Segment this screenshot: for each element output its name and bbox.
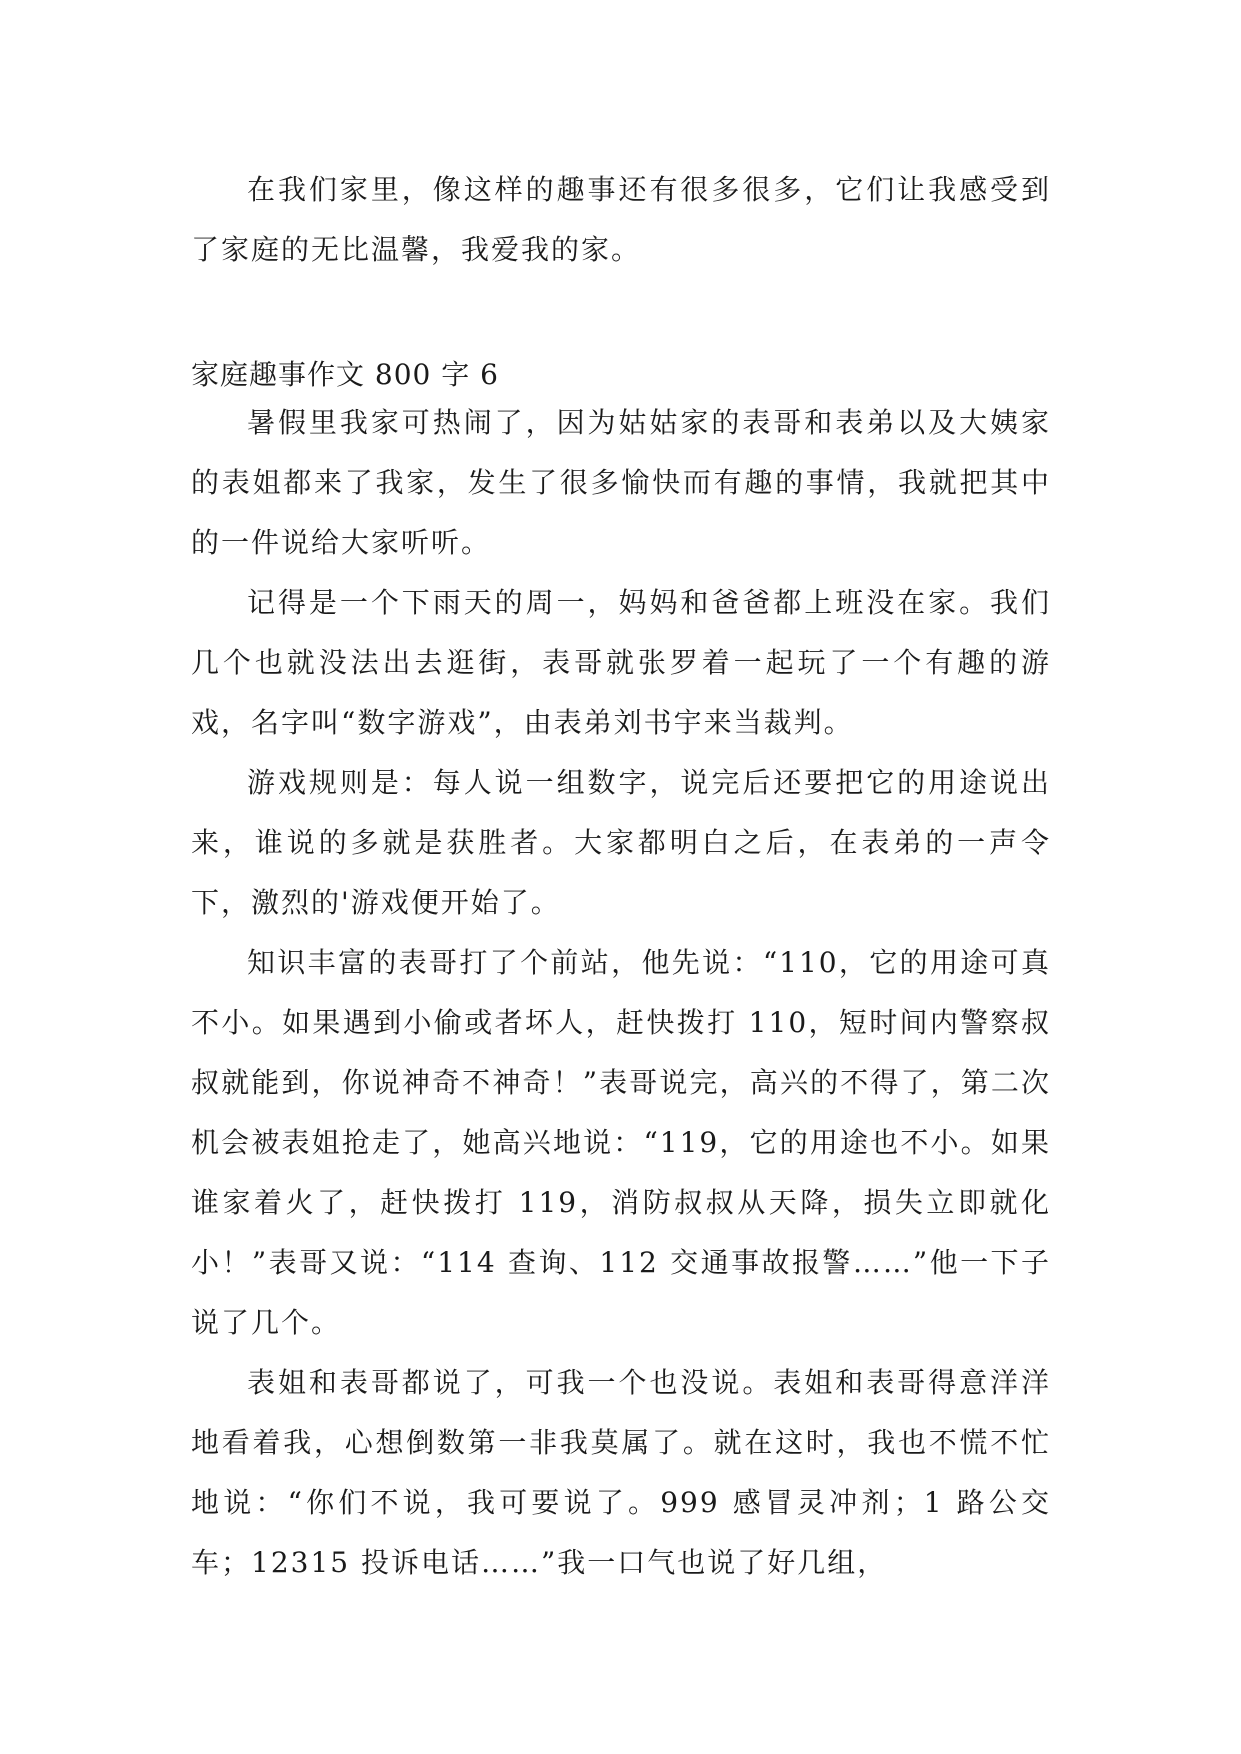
paragraph-4: 知识丰富的表哥打了个前站，他先说：“110，它的用途可真不小。如果遇到小偷或者坏人，赶快拨打 110，短时间内警察叔叔就能到，你说神奇不神奇！”表哥说完，高兴的不得了，第二次机会被表姐抢走了，她高兴地说：“119，它的用途也不小。如果谁家着火了，赶快拨打 119，消防叔叔从天降，损失立即就化小！”表哥又说：“114 查询、112 交通事故报警……”他一下子说了几个。 [191, 946, 1051, 1339]
paragraph-2: 记得是一个下雨天的周一，妈妈和爸爸都上班没在家。我们几个也就没法出去逛街，表哥就张罗着一起玩了一个有趣的游戏，名字叫“数字游戏”，由表弟刘书宇来当裁判。 [191, 586, 1051, 739]
paragraph-5: 表姐和表哥都说了，可我一个也没说。表姐和表哥得意洋洋地看着我，心想倒数第一非我莫属了。就在这时，我也不慌不忙地说：“你们不说，我可要说了。999 感冒灵冲剂；1 路公交车；12315 投诉电话……”我一口气也说了好几组， [191, 1366, 1051, 1579]
opening-paragraph: 在我们家里，像这样的趣事还有很多很多，它们让我感受到了家庭的无比温馨，我爱我的家。 [191, 173, 1051, 266]
paragraph-3: 游戏规则是：每人说一组数字，说完后还要把它的用途说出来，谁说的多就是获胜者。大家都明白之后，在表弟的一声令下，激烈的'游戏便开始了。 [191, 766, 1051, 919]
paragraph-1: 暑假里我家可热闹了，因为姑姑家的表哥和表弟以及大姨家的表姐都来了我家，发生了很多愉快而有趣的事情，我就把其中的一件说给大家听听。 [191, 406, 1051, 559]
article-body [191, 393, 1051, 1593]
opening-paragraph-block [191, 160, 1051, 280]
section-title: 家庭趣事作文 800 字 6 [191, 358, 499, 391]
